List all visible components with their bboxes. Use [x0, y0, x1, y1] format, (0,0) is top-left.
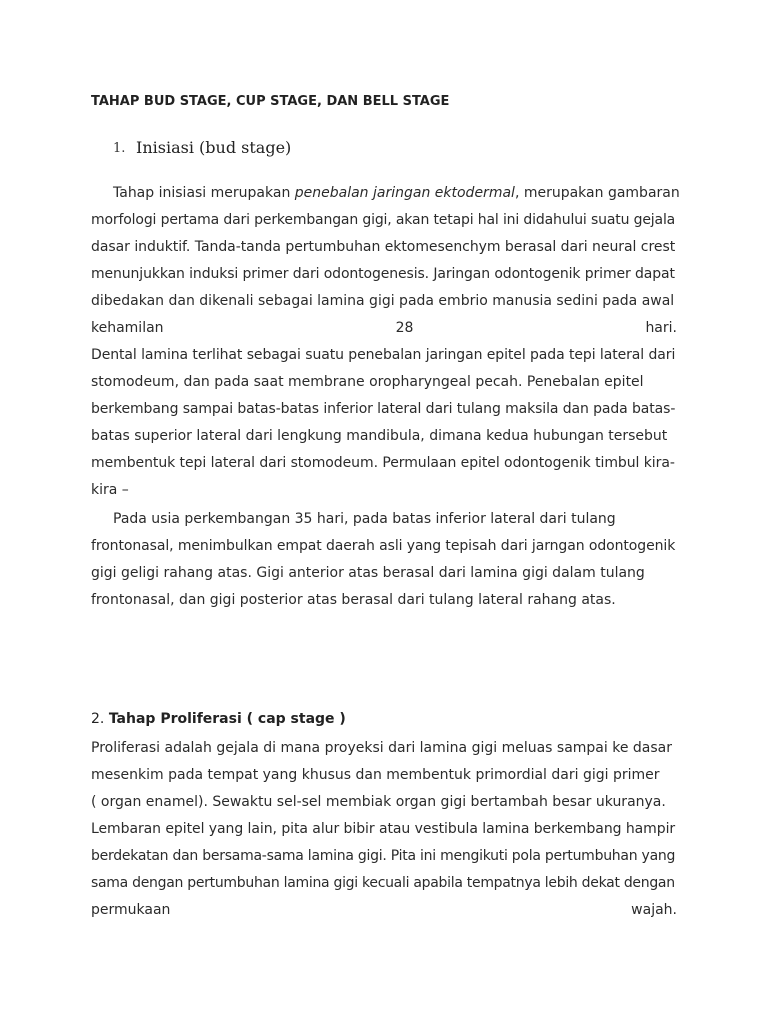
text-run: 28 [395, 320, 414, 336]
paragraph-line: frontonasal, dan gigi posterior atas berasal dari tulang lateral rahang atas. [91, 592, 616, 608]
text-segment [91, 183, 680, 203]
document-title: TAHAP BUD STAGE, CUP STAGE, DAN BELL STAGE [91, 94, 450, 109]
paragraph-line: Pada usia perkembangan 35 hari, pada batas inferior lateral dari tulang [113, 511, 616, 527]
paragraph-line [91, 183, 680, 203]
paragraph-line: ( organ enamel). Sewaktu sel-sel membiak organ gigi bertambah besar ukuranya. [91, 794, 666, 810]
section-1-number: 1. [113, 141, 126, 156]
paragraph-line: berdekatan dan bersama-sama lamina gigi. Pita ini mengikuti pola pertumbuhan yang [91, 848, 676, 864]
paragraph-line: mesenkim pada tempat yang khusus dan membentuk primordial dari gigi primer [91, 767, 660, 783]
paragraph-line: sama dengan pertumbuhan lamina gigi kecuali apabila tempatnya lebih dekat dengan [91, 875, 675, 891]
paragraph-line: dasar induktif. Tanda-tanda pertumbuhan ektomesenchym berasal dari neural crest [91, 239, 676, 255]
paragraph-line: kira – [91, 482, 129, 498]
section-2-heading-line [91, 711, 346, 727]
paragraph-line: Dental lamina terlihat sebagai suatu penebalan jaringan epitel pada tepi lateral dari [91, 347, 676, 363]
text-run: kehamilan [91, 320, 164, 336]
paragraph-line: Proliferasi adalah gejala di mana proyeksi dari lamina gigi meluas sampai ke dasar [91, 740, 672, 756]
section-2-number: 2. [91, 711, 105, 727]
paragraph-line: gigi geligi rahang atas. Gigi anterior atas berasal dari lamina gigi dalam tulang [91, 565, 645, 581]
paragraph-line: menunjukkan induksi primer dari odontogenesis. Jaringan odontogenik primer dapat [91, 266, 675, 282]
paragraph-line: Lembaran epitel yang lain, pita alur bibir atau vestibula lamina berkembang hampir [91, 821, 676, 837]
text-run: permukaan [91, 902, 171, 918]
paragraph-line: batas superior lateral dari lengkung mandibula, dimana kedua hubungan tersebut [91, 428, 668, 444]
paragraph-line [91, 900, 677, 920]
text-run: , merupakan gambaran [514, 185, 680, 201]
section-1-heading: Inisiasi (bud stage) [136, 138, 292, 157]
section-2-heading: Tahap Proliferasi ( cap stage ) [108, 711, 346, 727]
text-run: Tahap inisiasi merupakan [113, 185, 291, 201]
paragraph-line: morfologi pertama dari perkembangan gigi, akan tetapi hal ini didahului suatu gejala [91, 212, 676, 228]
italic-text-run: penebalan jaringan ektodermal [294, 185, 515, 201]
text-run: wajah. [631, 902, 677, 918]
paragraph-line: berkembang sampai batas-batas inferior lateral dari tulang maksila dan pada batas- [91, 401, 676, 417]
text-run: hari. [645, 320, 677, 336]
paragraph-line: dibedakan dan dikenali sebagai lamina gigi pada embrio manusia sedini pada awal [91, 293, 675, 309]
paragraph-line: membentuk tepi lateral dari stomodeum. Permulaan epitel odontogenik timbul kira- [91, 455, 675, 471]
paragraph-line [91, 318, 677, 338]
paragraph-line: frontonasal, menimbulkan empat daerah asli yang tepisah dari jarngan odontogenik [91, 538, 676, 554]
paragraph-line: stomodeum, dan pada saat membrane oropharyngeal pecah. Penebalan epitel [91, 374, 644, 390]
